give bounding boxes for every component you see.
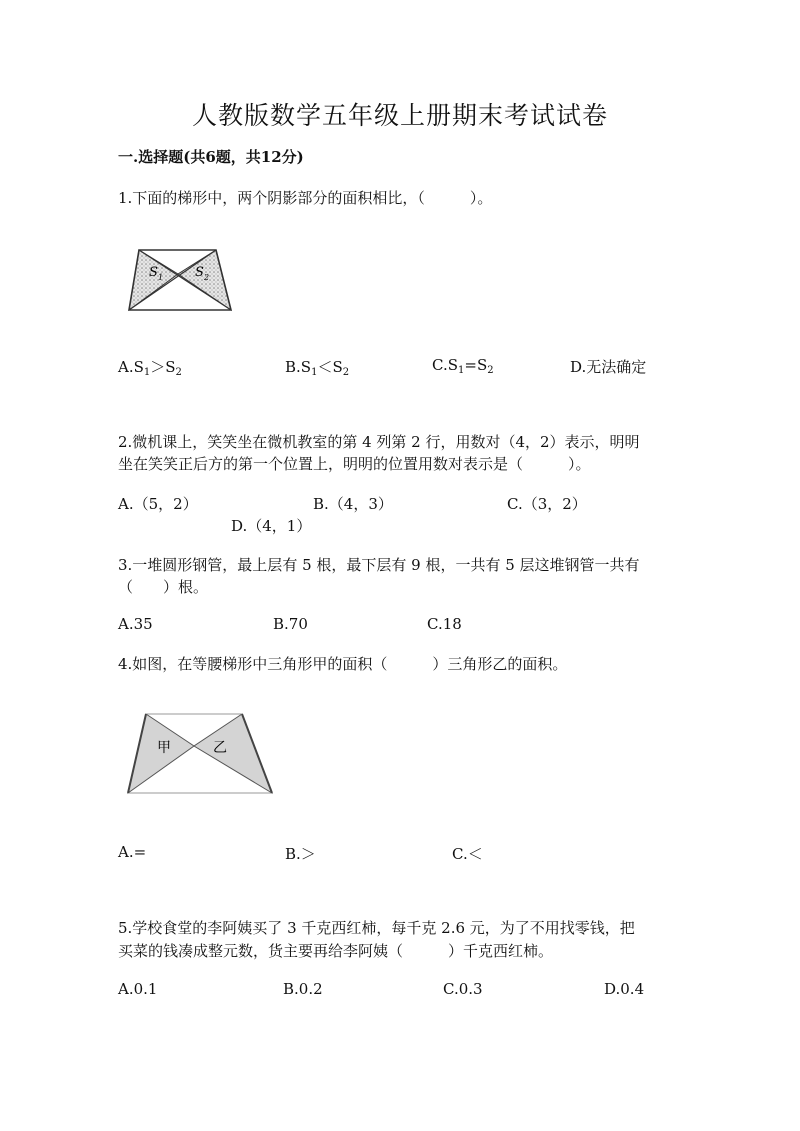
q2-option-b[interactable]: B.（4，3） [313,495,393,513]
question-3-line-1: 3.一堆圆形钢管，最上层有 5 根，最下层有 9 根，一共有 5 层这堆钢管一共有 [118,556,640,574]
question-3-line-2: （ ）根。 [118,578,209,596]
q1-option-b[interactable]: $B.S_1<S_2$ [285,358,350,378]
question-5-line-1: 5.学校食堂的李阿姨买了 3 千克西红柿，每千克 2.6 元，为了不用找零钱，把 [118,919,635,937]
label-s1: S [149,265,158,280]
question-5-line-2: 买菜的钱凑成整元数，货主要再给李阿姨（ ）千克西红柿。 [118,942,554,960]
label-s2: S [195,265,204,280]
q2-option-a[interactable]: A.（5，2） [118,495,198,513]
question-2-line-2: 坐在笑笑正后方的第一个位置上，明明的位置用数对表示是（ ）。 [118,455,591,473]
q2-option-d[interactable]: D.（4，1） [231,517,312,535]
q4-option-c[interactable]: C.＜ [452,845,483,863]
q5-option-d[interactable]: D.0.4 [604,980,645,998]
q4-option-b[interactable]: B.＞ [285,845,316,863]
q1-option-c[interactable]: $C.S_1=S_2$ [432,356,494,376]
question-1-text: 1.下面的梯形中，两个阴影部分的面积相比，（ ）。 [118,189,493,207]
q4-option-a[interactable]: A.= [118,843,147,861]
q5-option-b[interactable]: B.0.2 [283,980,323,998]
q2-option-c[interactable]: C.（3，2） [507,495,587,513]
q1-option-d[interactable]: D.无法确定 [570,358,647,376]
trapezoid-figure-2 [124,709,279,799]
trapezoid-figure-1 [125,243,237,315]
label-jia: 甲 [157,740,171,756]
q3-option-a[interactable]: A.35 [118,615,153,633]
label-s2-sub: 2 [204,273,210,282]
section-header: 一.选择题(共6题，共12分) [118,148,304,166]
q3-option-c[interactable]: C.18 [427,615,462,633]
page-title: 人教版数学五年级上册期末考试试卷 [191,101,608,130]
q3-option-b[interactable]: B.70 [273,615,308,633]
q1-option-a[interactable]: $A.S_1>S_2$ [118,358,182,378]
q5-option-a[interactable]: A.0.1 [118,980,158,998]
question-4-text: 4.如图，在等腰梯形中三角形甲的面积（ ）三角形乙的面积。 [118,655,568,673]
label-yi: 乙 [213,740,227,756]
q5-option-c[interactable]: C.0.3 [443,980,483,998]
label-s1-sub: 1 [158,273,164,282]
question-2-line-1: 2.微机课上，笑笑坐在微机教室的第 4 列第 2 行，用数对（4，2）表示，明明 [118,433,640,451]
